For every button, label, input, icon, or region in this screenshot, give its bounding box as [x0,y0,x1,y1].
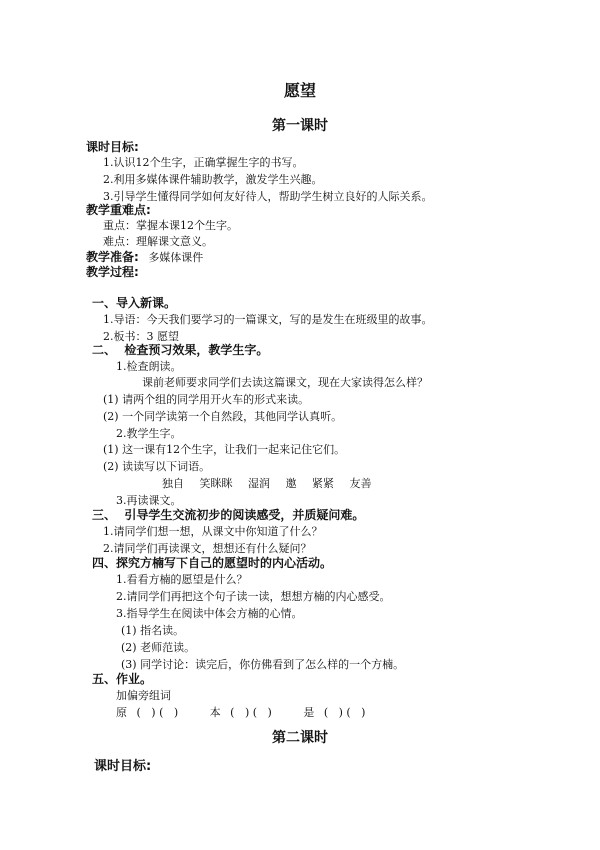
section-item: (1) 这一课有12个生字，让我们一起来记住它们。 [103,443,346,456]
key-point: 难点：理解课文意义。 [103,235,213,248]
section-heading: 一、导入新课。 [92,296,177,310]
prep-label: 教学准备: [86,250,139,264]
homework-blanks: ( ) ( ) [230,706,272,719]
vocab-word: 笑眯眯 [199,477,233,490]
section-item: (1) 请两个组的同学用开火车的形式来读。 [103,393,310,406]
section-item: 3.再读课文。 [116,494,182,507]
section-item: 2.请同学们再读课文，想想还有什么疑问？ [103,542,312,555]
vocab-word: 友善 [349,477,372,490]
homework-char: 是 [303,706,315,719]
prep-line [86,250,203,265]
goal-item: 2.利用多媒体课件辅助教学，激发学生兴趣。 [103,173,323,186]
section-item: 1.请同学们想一想，从课文中你知道了什么？ [103,525,323,538]
section-item: 2.请同学们再把这个句子读一读，想想方楠的内心感受。 [116,590,391,603]
section-item: 1.看看方楠的愿望是什么？ [116,573,248,586]
key-point: 重点：掌握本课12个生字。 [103,219,238,232]
section-item: 1.导语：今天我们要学习的一篇课文，写的是发生在班级里的故事。 [103,313,433,326]
doc-title: 愿望 [283,81,316,100]
goals-heading: 课时目标: [86,140,139,154]
homework-blanks: ( ) ( ) [136,706,179,719]
vocab-word: 独自 [162,477,184,490]
prep-value: 多媒体课件 [148,251,204,264]
section-item: 2.教学生字。 [116,427,182,440]
homework-chars [116,706,365,720]
key-heading: 教学重难点: [86,203,151,217]
section-item: 3.指导学生在阅读中体会方楠的心情。 [116,607,303,620]
goal-item: 3.引导学生懂得同学如何友好待人，帮助学生树立良好的人际关系。 [103,190,433,203]
lesson2-heading: 第二课时 [272,730,328,746]
vocab-words [162,477,384,491]
vocab-word: 邀 [285,477,297,490]
homework-char: 原 [116,706,127,719]
section-heading: 四、探究方楠写下自己的愿望时的内心活动。 [92,556,333,570]
lesson2-goals-heading: 课时目标: [94,759,152,774]
section-item: (2) 老师范读。 [121,641,196,654]
section-heading: 三、 引导学生交流初步的阅读感受，并质疑问难。 [92,508,365,522]
process-heading: 教学过程: [86,265,139,279]
section-heading: 五、作业。 [92,672,153,686]
section-item: 1.检查朗读。 [116,360,182,373]
section-item: (2) 一个同学读第一个自然段，其他同学认真听。 [103,410,343,423]
homework-char: 本 [209,706,221,719]
vocab-word: 紧紧 [312,477,334,490]
homework-blanks: ( ) ( ) [323,706,366,719]
section-item: (3) 同学讨论：读完后，你仿佛看到了怎么样的一个方楠。 [121,658,405,671]
vocab-word: 湿润 [248,477,270,490]
lesson1-heading: 第一课时 [272,118,328,134]
section-item: 课前老师要求同学们去读这篇课文，现在大家读得怎么样？ [142,376,428,389]
section-item: 2.板书：3 愿望 [103,330,179,343]
homework-task: 加偏旁组词 [116,689,171,702]
section-heading: 二、 检查预习效果，教学生字。 [92,343,269,357]
goal-item: 1.认识12个生字，正确掌握生字的书写。 [103,156,304,169]
section-item: (2) 读读写以下词语。 [103,460,211,473]
section-item: (1) 指名读。 [121,624,185,637]
